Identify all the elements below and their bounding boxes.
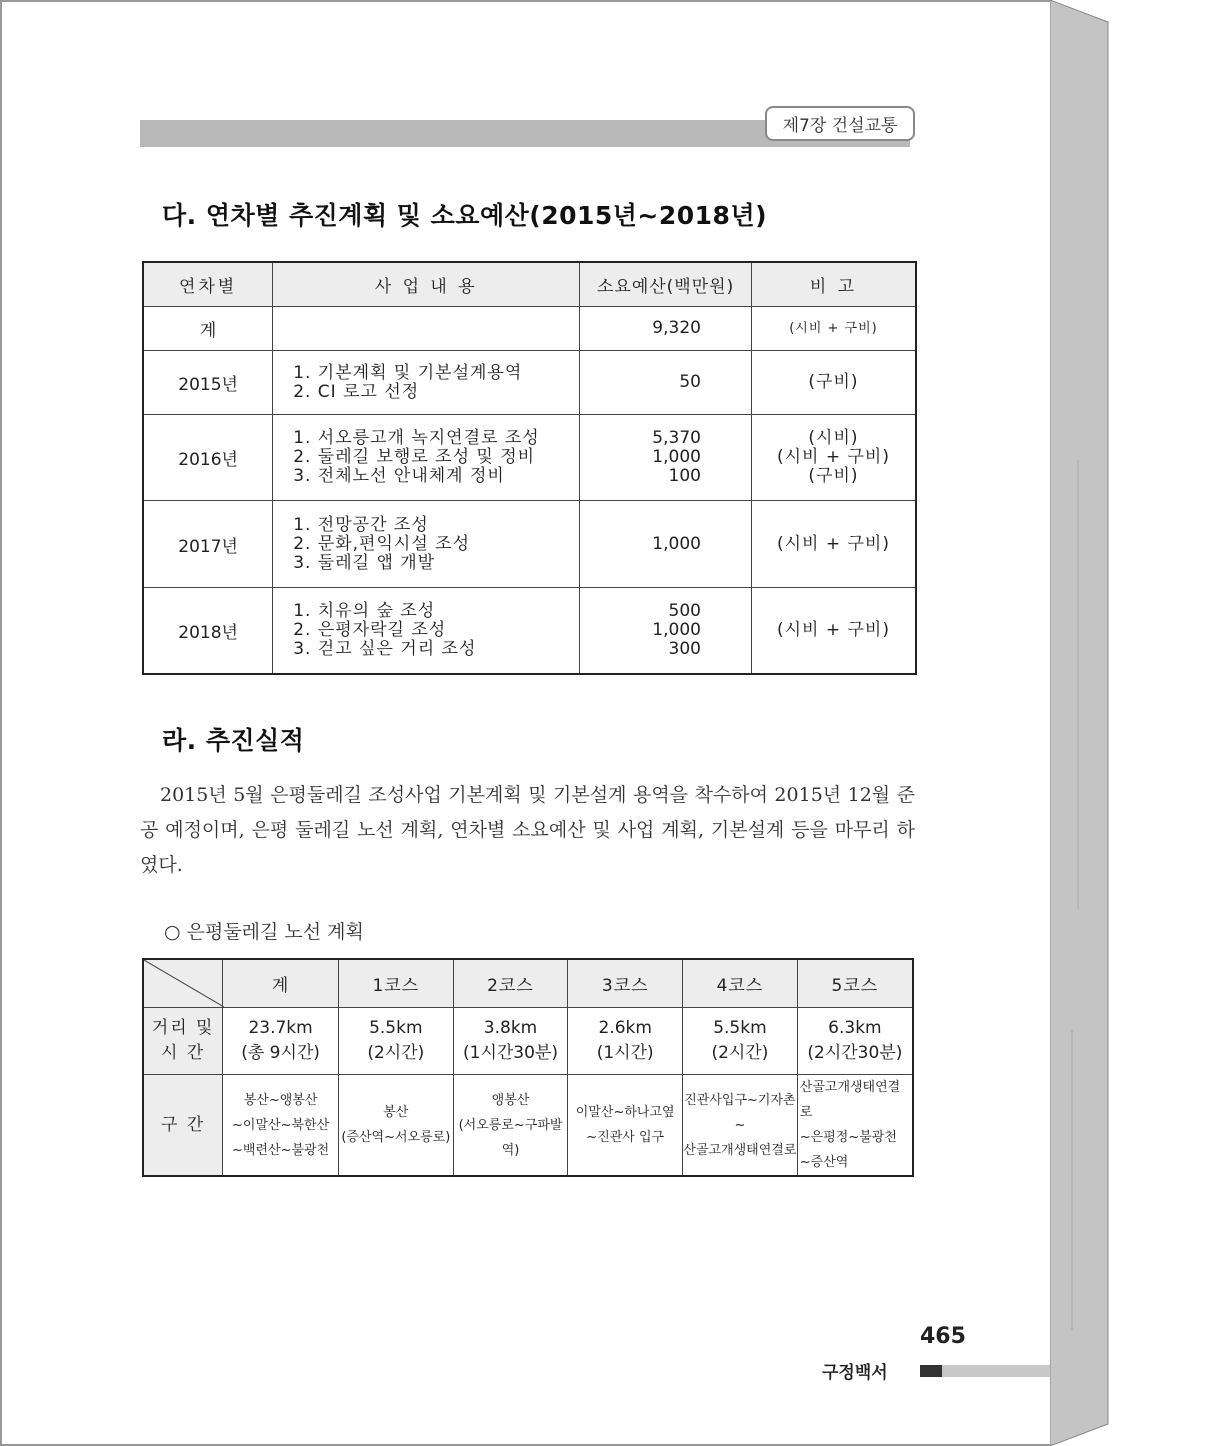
budget-item: 5,370 (652, 428, 701, 448)
paragraph-text: 2015년 5월 은평둘레길 조성사업 기본계획 및 기본설계 용역을 착수하여 2015년 12월 준공 예정이며, 은평 둘레길 노선 계획, 연차별 소요예산 및 사업 계획, 기본설계 등을 마무리 하였다. (140, 784, 915, 876)
column-header: 사 업 내 용 (273, 262, 580, 307)
distance-value: 5.5km (713, 1018, 767, 1038)
distance-cell (683, 1008, 798, 1075)
year-cell: 2015년 (143, 351, 273, 415)
note-cell (751, 415, 916, 501)
note-item: (구비) (808, 466, 859, 486)
table-row (143, 1008, 913, 1075)
budget-item: 100 (668, 466, 701, 486)
distance-cell (338, 1008, 453, 1075)
route-line: ~진관사 입구 (586, 1130, 665, 1145)
section-title-results: 라. 추진실적 (162, 726, 305, 755)
budget-cell: 50 (580, 351, 752, 415)
distance-cell (223, 1008, 339, 1075)
distance-value: 5.5km (369, 1018, 423, 1038)
content-cell (273, 415, 580, 501)
distance-value: 6.3km (828, 1018, 882, 1038)
route-line: 이말산~하나고옆 (575, 1105, 675, 1120)
column-header: 1코스 (338, 959, 453, 1008)
note-cell: (시비 + 구비) (751, 501, 916, 588)
table-row (143, 501, 916, 588)
budget-cell: 1,000 (580, 501, 752, 588)
distance-value: 23.7km (248, 1018, 313, 1038)
budget-item: 1,000 (652, 447, 701, 467)
distance-cell (453, 1008, 568, 1075)
row-header: 구 간 (143, 1075, 223, 1177)
route-cell (338, 1075, 453, 1177)
time-value: (총 9시간) (241, 1043, 320, 1063)
route-cell (683, 1075, 798, 1177)
route-line: 봉산 (383, 1105, 409, 1120)
route-line: (증산역~서오릉로) (341, 1130, 451, 1145)
content-cell (273, 501, 580, 588)
content-item: 3. 전체노선 안내체계 정비 (293, 466, 505, 486)
table-header-row (143, 959, 913, 1008)
table-row (143, 1075, 913, 1177)
budget-item: 300 (668, 638, 701, 659)
note-item: (시비) (808, 428, 859, 448)
year-cell: 2016년 (143, 415, 273, 501)
column-header: 2코스 (453, 959, 568, 1008)
chapter-tag: 제7장 건설교통 (765, 106, 915, 141)
diagonal-line (144, 960, 224, 1007)
row-header-line: 거리 및 (151, 1018, 215, 1038)
route-line: 봉산~앵봉산 (243, 1092, 318, 1108)
column-header: 3코스 (568, 959, 683, 1008)
time-value: (1시간30분) (463, 1043, 558, 1063)
column-header: 비 고 (751, 262, 916, 307)
route-line: 산골고개생태연결로 (799, 1080, 901, 1120)
section-title-plan: 다. 연차별 추진계획 및 소요예산(2015년~2018년) (162, 201, 768, 230)
distance-cell (797, 1008, 913, 1075)
budget-item: 1,000 (652, 619, 701, 640)
content-cell (273, 588, 580, 674)
route-cell (797, 1075, 913, 1177)
route-cell (568, 1075, 683, 1177)
budget-item: 500 (668, 600, 701, 621)
table-row (143, 307, 916, 351)
row-header (143, 1008, 223, 1075)
table-row (143, 415, 916, 501)
content-item: 2. 문화,편익시설 조성 (293, 533, 470, 554)
note-cell: (구비) (751, 351, 916, 415)
column-header: 연차별 (143, 262, 273, 307)
route-line: 산골고개생태연결로 (683, 1142, 797, 1158)
budget-plan-table (142, 261, 917, 675)
column-header: 소요예산(백만원) (580, 262, 752, 307)
content-item: 2. 은평자락길 조성 (293, 619, 447, 640)
route-line: 앵봉산 (491, 1092, 530, 1108)
content-cell (273, 351, 580, 415)
table-header-row (143, 262, 916, 307)
note-cell: (시비 + 구비) (751, 588, 916, 674)
route-line: ~증산역 (799, 1155, 849, 1170)
page-number: 465 (920, 1324, 966, 1349)
route-cell (453, 1075, 568, 1177)
content-item: 2. CI 로고 선정 (293, 381, 420, 402)
time-value: (2시간30분) (807, 1043, 903, 1063)
content-item: 3. 걷고 싶은 거리 조성 (293, 638, 477, 659)
route-line: 진관사입구~기자촌~ (684, 1092, 796, 1133)
time-value: (2시간) (367, 1043, 425, 1063)
row-header-line: 시 간 (160, 1043, 206, 1063)
column-header: 계 (223, 959, 339, 1008)
route-line: (서오릉로~구파발역) (458, 1117, 563, 1158)
book-spine (1050, 0, 1110, 1446)
book-title: 구정백서 (822, 1363, 888, 1383)
footer-marker (920, 1365, 942, 1377)
content-item: 1. 전망공간 조성 (293, 514, 429, 535)
content-item: 1. 치유의 숲 조성 (293, 600, 436, 621)
route-plan-bullet: ○ 은평둘레길 노선 계획 (164, 921, 364, 943)
note-item: (시비 + 구비) (776, 447, 890, 467)
distance-cell (568, 1008, 683, 1075)
table-row (143, 588, 916, 674)
results-paragraph (140, 778, 915, 883)
year-cell: 계 (143, 307, 273, 351)
footer-bar (942, 1365, 1054, 1377)
route-line: ~이말산~북한산 (232, 1117, 330, 1133)
budget-cell: 9,320 (580, 307, 752, 351)
distance-value: 3.8km (483, 1018, 538, 1038)
content-cell (273, 307, 580, 351)
content-item: 1. 기본계획 및 기본설계용역 (293, 362, 523, 383)
column-header: 5코스 (797, 959, 913, 1008)
column-header: 4코스 (683, 959, 798, 1008)
content-item: 2. 둘레길 보행로 조성 및 정비 (293, 447, 536, 467)
time-value: (1시간) (596, 1043, 654, 1063)
budget-cell (580, 415, 752, 501)
route-line: ~은평정~불광천 (799, 1130, 897, 1145)
corner-cell (143, 959, 223, 1008)
table-row (143, 351, 916, 415)
time-value: (2시간) (711, 1043, 769, 1063)
budget-cell (580, 588, 752, 674)
route-line: ~백련산~불광천 (232, 1142, 330, 1158)
note-cell: (시비 + 구비) (751, 307, 916, 351)
distance-value: 2.6km (598, 1018, 652, 1038)
route-plan-table (142, 958, 914, 1177)
content-item: 3. 둘레길 앱 개발 (293, 552, 436, 573)
year-cell: 2018년 (143, 588, 273, 674)
year-cell: 2017년 (143, 501, 273, 588)
content-item: 1. 서오릉고개 녹지연결로 조성 (293, 428, 540, 448)
route-cell (223, 1075, 339, 1177)
